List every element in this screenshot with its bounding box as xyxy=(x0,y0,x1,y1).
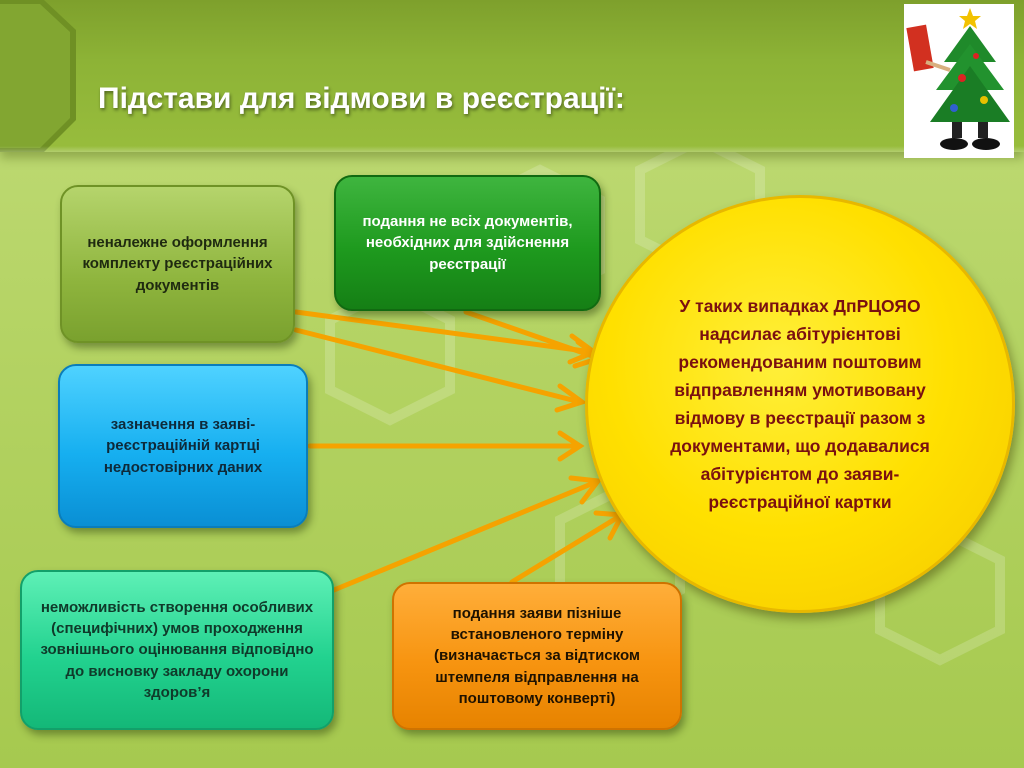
title-band xyxy=(0,0,1024,152)
reason-improper-documents: неналежне оформлення комплекту реєстраційних документів xyxy=(60,185,295,343)
page-title: Підстави для відмови в реєстрації: xyxy=(98,82,625,115)
outcome-circle: У таких випадках ДпРЦОЯО надсилає абітурієнтові рекомендованим поштовим відправленням умотивовану відмову в реєстрації разом з документами, що додавалися абітурієнтом до заяви-реєстраційної картки xyxy=(585,195,1015,613)
reason-missing-documents: подання не всіх документів, необхідних для здійснення реєстрації xyxy=(334,175,601,311)
reason-late-submission: подання заяви пізніше встановленого терміну (визначається за відтиском штемпеля відправлення на поштовому конверті) xyxy=(392,582,682,730)
hexagon-tab-icon xyxy=(0,0,80,152)
reason-false-data: зазначення в заяві-реєстраційній картці недостовірних даних xyxy=(58,364,308,528)
reason-special-conditions: неможливість створення особливих (специфічних) умов проходження зовнішнього оцінювання відповідно до висновку закладу охорони здоров’я xyxy=(20,570,334,730)
christmas-tree-icon xyxy=(904,4,1014,158)
